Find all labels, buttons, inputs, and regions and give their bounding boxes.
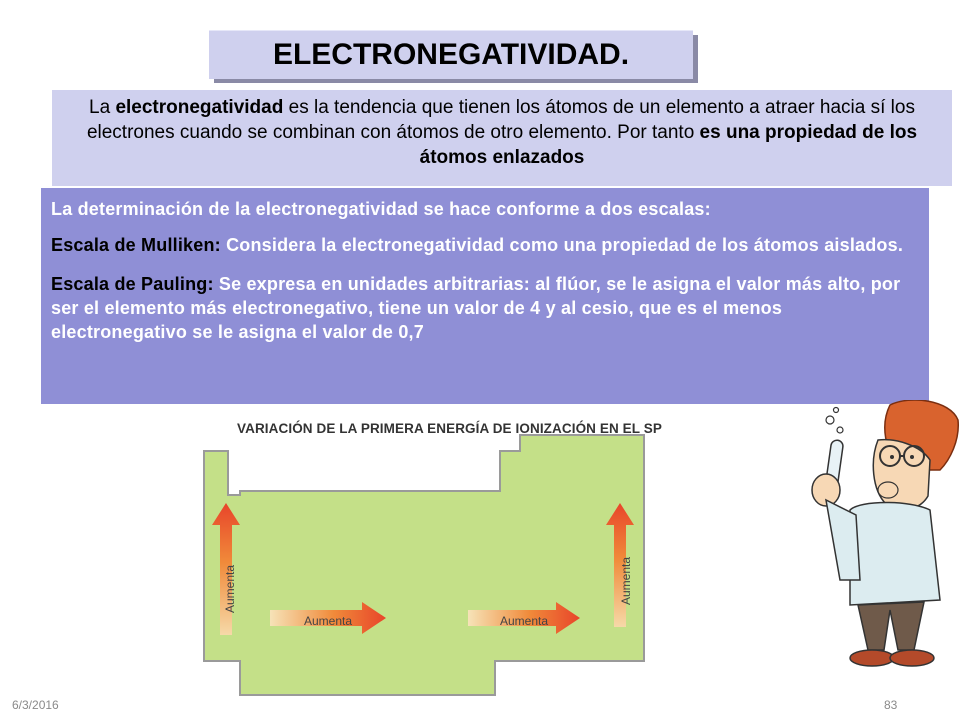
arrow-label-mid1: Aumenta — [304, 614, 353, 628]
arrow-label-right: Aumenta — [619, 556, 633, 605]
scales-intro: La determinación de la electronegatividad se hace conforme a dos escalas: — [51, 199, 711, 219]
scientist-illustration — [790, 400, 960, 670]
arrow-label-left: Aumenta — [223, 564, 237, 613]
arrow-label-mid2: Aumenta — [500, 614, 549, 628]
definition-text-2: es la tendencia que tienen los átomos de un elemento a atraer hacia sí los electrones cuando se combinan con átomos de otro elemento. Por tanto — [86, 97, 915, 143]
footer-date: 6/3/2016 — [12, 698, 59, 712]
mulliken-label: Escala de Mulliken: — [51, 235, 221, 255]
definition-keyword: electronegatividad — [115, 97, 284, 118]
pauling-text: Se expresa en unidades arbitrarias: al flúor, se le asigna el valor más alto, por ser el elemento más electronegativo, tiene un valor de 4 y al cesio, que es el menos electronegativo se le asigna el valor de 0,7 — [51, 274, 901, 342]
figure-title: VARIACIÓN DE LA PRIMERA ENERGÍA DE IONIZACIÓN EN EL SP — [237, 421, 662, 436]
scales-box — [41, 188, 929, 404]
table-shape — [204, 435, 644, 695]
mulliken-text: Considera la electronegatividad como una propiedad de los átomos aislados. — [220, 235, 904, 255]
pauling-label: Escala de Pauling: — [51, 274, 214, 294]
definition-box — [52, 90, 952, 186]
mulliken-paragraph — [51, 228, 919, 262]
footer-page-number: 83 — [884, 698, 898, 712]
periodic-table-diagram — [200, 405, 660, 705]
slide-title: ELECTRONEGATIVIDAD. — [209, 30, 693, 79]
pauling-paragraph — [51, 272, 919, 344]
definition-emphasis: es una propiedad de los átomos enlazados — [419, 122, 918, 168]
definition-text-1: La — [89, 97, 116, 118]
